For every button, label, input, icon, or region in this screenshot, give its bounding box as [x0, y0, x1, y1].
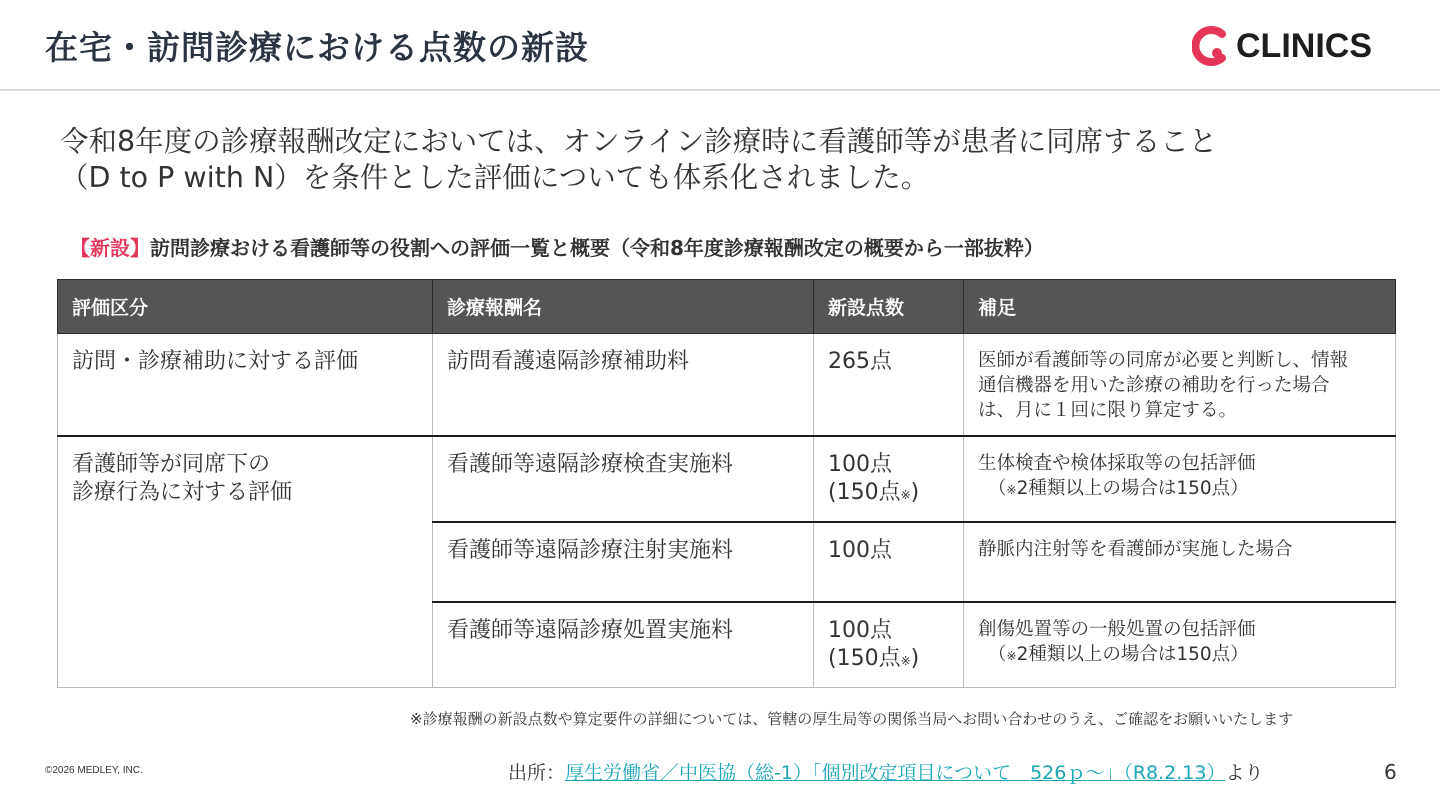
intro-text [60, 124, 1400, 196]
asterisk-mark: ※ [1006, 482, 1017, 497]
note-line: は、月に１回に限り算定する。 [978, 400, 1238, 421]
points-cell: 100点 [814, 522, 964, 602]
note-cell: 静脈内注射等を看護師が実施した場合 [964, 522, 1396, 602]
clinics-logo [1192, 24, 1372, 68]
points-alt [828, 479, 949, 509]
note-cell [964, 602, 1396, 688]
asterisk-mark: ※ [900, 653, 911, 668]
category-line: 看護師等が同席下の [72, 451, 271, 477]
note-line: 医師が看護師等の同席が必要と判断し、情報 [978, 350, 1349, 371]
points-cell [814, 436, 964, 522]
clinics-logo-icon [1192, 26, 1232, 66]
table-caption [70, 232, 1044, 261]
asterisk-mark: ※ [1006, 648, 1017, 663]
note-line: 創傷処置等の一般処置の包括評価 [978, 618, 1256, 640]
category-line: 診療行為に対する評価 [72, 479, 293, 505]
header-category: 評価区分 [58, 280, 433, 334]
logo-text: CLINICS [1236, 26, 1372, 65]
note-paren-open: （ [988, 643, 1007, 665]
note-line: 生体検査や検体採取等の包括評価 [978, 452, 1256, 474]
points-alt-close: ) [910, 479, 920, 505]
points-main: 100点 [828, 617, 892, 643]
points-cell [814, 602, 964, 688]
new-tag: 【新設】 [70, 236, 150, 260]
points-main: 100点 [828, 451, 892, 477]
page-number: 6 [1384, 760, 1397, 784]
source-suffix: より [1225, 762, 1264, 784]
header-points: 新設点数 [814, 280, 964, 334]
category-cell: 訪問・診療補助に対する評価 [58, 334, 433, 436]
table-row [58, 436, 1396, 522]
table-row [58, 334, 1396, 436]
header-divider [0, 89, 1440, 91]
points-alt [828, 645, 949, 675]
asterisk-mark: ※ [900, 487, 911, 502]
points-alt-value: (150点 [828, 645, 901, 671]
intro-line-1: 令和8年度の診療報酬改定においては、オンライン診療時に看護師等が患者に同席すること [60, 125, 1218, 158]
note-cell [964, 334, 1396, 436]
fee-name-cell: 看護師等遠隔診療処置実施料 [433, 602, 814, 688]
note-paren-text: 2種類以上の場合は150点） [1016, 643, 1249, 665]
note-paren [978, 642, 1381, 669]
points-cell: 265点 [814, 334, 964, 436]
fee-name-cell: 訪問看護遠隔診療補助料 [433, 334, 814, 436]
points-alt-close: ) [910, 645, 920, 671]
category-cell [58, 436, 433, 688]
source-link[interactable]: 厚生労働省／中医協（総-1）「個別改定項目について 526ｐ～」（R8.2.13） [565, 762, 1226, 784]
copyright: ©2026 MEDLEY, INC. [45, 765, 143, 776]
fee-name-cell: 看護師等遠隔診療注射実施料 [433, 522, 814, 602]
caption-text: 訪問診療おける看護師等の役割への評価一覧と概要（令和8年度診療報酬改定の概要から一部抜粋） [150, 236, 1044, 260]
note-paren [978, 476, 1381, 503]
fee-name-cell: 看護師等遠隔診療検査実施料 [433, 436, 814, 522]
header-notes: 補足 [964, 280, 1396, 334]
note-line: 通信機器を用いた診療の補助を行った場合 [978, 375, 1330, 396]
note-paren-text: 2種類以上の場合は150点） [1016, 477, 1249, 499]
source-prefix: 出所： [508, 762, 566, 784]
source-citation [508, 758, 1264, 785]
note-cell [964, 436, 1396, 522]
table-header-row [58, 280, 1396, 334]
footnote: ※診療報酬の新設点数や算定要件の詳細については、管轄の厚生局等の関係当局へお問い合わせのうえ、ご確認をお願いいたします [410, 710, 1294, 728]
note-paren-open: （ [988, 477, 1007, 499]
intro-line-2: （D to P with N）を条件とした評価についても体系化されました。 [60, 161, 930, 194]
page-title: 在宅・訪問診療における点数の新設 [45, 28, 589, 67]
fee-table [57, 279, 1396, 688]
header-fee-name: 診療報酬名 [433, 280, 814, 334]
points-alt-value: (150点 [828, 479, 901, 505]
